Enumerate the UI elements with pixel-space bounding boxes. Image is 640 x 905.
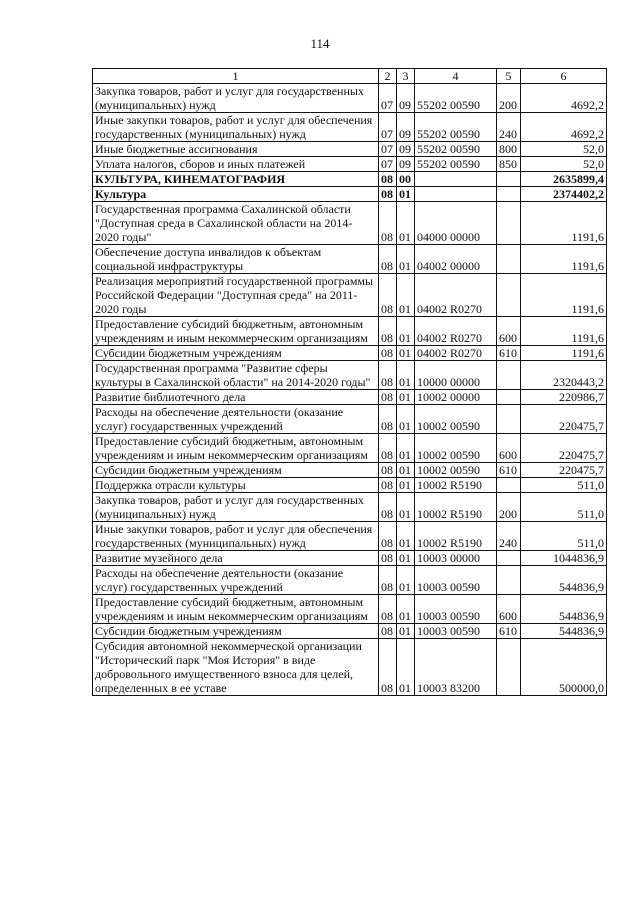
subsection-code-cell: 01: [397, 478, 415, 493]
amount-cell: 220475,7: [521, 434, 607, 463]
subsection-code-cell: 01: [397, 405, 415, 434]
row-name-cell: Иные закупки товаров, работ и услуг для обеспечения государственных (муниципальных) нужд: [93, 113, 379, 142]
expense-type-cell: 850: [497, 157, 521, 172]
amount-cell: 220475,7: [521, 463, 607, 478]
table-row: [93, 172, 607, 187]
subsection-code-cell: 01: [397, 566, 415, 595]
subsection-code-cell: 01: [397, 187, 415, 202]
table-row: [93, 317, 607, 346]
table-row: [93, 463, 607, 478]
row-name-cell: Расходы на обеспечение деятельности (оказание услуг) государственных учреждений: [93, 405, 379, 434]
row-name-cell: Государственная программа "Развитие сферы культуры в Сахалинской области" на 2014-2020 годы": [93, 361, 379, 390]
row-name-cell: Предоставление субсидий бюджетным, автономным учреждениям и иным некоммерческим организациям: [93, 434, 379, 463]
table-row: [93, 566, 607, 595]
target-article-cell: 55202 00590: [415, 113, 497, 142]
amount-cell: 2374402,2: [521, 187, 607, 202]
amount-cell: 511,0: [521, 493, 607, 522]
subsection-code-cell: 01: [397, 639, 415, 696]
target-article-cell: 10002 R5190: [415, 522, 497, 551]
row-name-cell: Субсидии бюджетным учреждениям: [93, 346, 379, 361]
table-row: [93, 361, 607, 390]
column-header: 1: [93, 69, 379, 84]
table-row: [93, 84, 607, 113]
section-code-cell: 08: [379, 639, 397, 696]
table-row: [93, 157, 607, 172]
row-name-cell: Предоставление субсидий бюджетным, автономным учреждениям и иным некоммерческим организациям: [93, 595, 379, 624]
target-article-cell: 10002 00000: [415, 390, 497, 405]
table-row: [93, 113, 607, 142]
table-row: [93, 639, 607, 696]
amount-cell: 544836,9: [521, 595, 607, 624]
amount-cell: 544836,9: [521, 624, 607, 639]
section-code-cell: 08: [379, 551, 397, 566]
budget-table: [92, 68, 607, 696]
section-code-cell: 08: [379, 566, 397, 595]
expense-type-cell: [497, 566, 521, 595]
target-article-cell: 10000 00000: [415, 361, 497, 390]
expense-type-cell: 800: [497, 142, 521, 157]
table-row: [93, 493, 607, 522]
expense-type-cell: 610: [497, 624, 521, 639]
expense-type-cell: [497, 478, 521, 493]
amount-cell: 544836,9: [521, 566, 607, 595]
subsection-code-cell: 09: [397, 142, 415, 157]
row-name-cell: КУЛЬТУРА, КИНЕМАТОГРАФИЯ: [93, 172, 379, 187]
section-code-cell: 08: [379, 624, 397, 639]
target-article-cell: 04002 R0270: [415, 317, 497, 346]
expense-type-cell: [497, 187, 521, 202]
section-code-cell: 07: [379, 113, 397, 142]
subsection-code-cell: 01: [397, 434, 415, 463]
amount-cell: 1191,6: [521, 245, 607, 274]
section-code-cell: 08: [379, 361, 397, 390]
section-code-cell: 08: [379, 317, 397, 346]
row-name-cell: Субсидии бюджетным учреждениям: [93, 463, 379, 478]
section-code-cell: 08: [379, 405, 397, 434]
subsection-code-cell: 01: [397, 202, 415, 245]
subsection-code-cell: 01: [397, 463, 415, 478]
expense-type-cell: 240: [497, 113, 521, 142]
target-article-cell: 10003 00590: [415, 566, 497, 595]
row-name-cell: Развитие библиотечного дела: [93, 390, 379, 405]
subsection-code-cell: 01: [397, 551, 415, 566]
subsection-code-cell: 01: [397, 361, 415, 390]
amount-cell: 511,0: [521, 522, 607, 551]
subsection-code-cell: 01: [397, 522, 415, 551]
section-code-cell: 08: [379, 478, 397, 493]
table-row: [93, 187, 607, 202]
target-article-cell: [415, 187, 497, 202]
target-article-cell: 10002 00590: [415, 405, 497, 434]
subsection-code-cell: 01: [397, 624, 415, 639]
row-name-cell: Развитие музейного дела: [93, 551, 379, 566]
expense-type-cell: [497, 390, 521, 405]
section-code-cell: 08: [379, 390, 397, 405]
section-code-cell: 07: [379, 142, 397, 157]
target-article-cell: 04000 00000: [415, 202, 497, 245]
section-code-cell: 08: [379, 202, 397, 245]
amount-cell: 4692,2: [521, 113, 607, 142]
amount-cell: 4692,2: [521, 84, 607, 113]
subsection-code-cell: 01: [397, 595, 415, 624]
subsection-code-cell: 01: [397, 390, 415, 405]
column-header: 3: [397, 69, 415, 84]
section-code-cell: 08: [379, 434, 397, 463]
section-code-cell: 08: [379, 172, 397, 187]
page-number: 114: [310, 36, 330, 51]
subsection-code-cell: 09: [397, 157, 415, 172]
section-code-cell: 08: [379, 595, 397, 624]
amount-cell: 52,0: [521, 142, 607, 157]
table-row: [93, 390, 607, 405]
subsection-code-cell: 01: [397, 245, 415, 274]
section-code-cell: 08: [379, 522, 397, 551]
section-code-cell: 07: [379, 157, 397, 172]
row-name-cell: Закупка товаров, работ и услуг для государственных (муниципальных) нужд: [93, 493, 379, 522]
target-article-cell: 10002 R5190: [415, 493, 497, 522]
row-name-cell: Иные бюджетные ассигнования: [93, 142, 379, 157]
expense-type-cell: 200: [497, 493, 521, 522]
expense-type-cell: 610: [497, 463, 521, 478]
section-code-cell: 07: [379, 84, 397, 113]
expense-type-cell: [497, 245, 521, 274]
row-name-cell: Субсидия автономной некоммерческой организации "Исторический парк "Моя История" в виде добровольного имущественного взноса для целей, определенных в ее уставе: [93, 639, 379, 696]
section-code-cell: 08: [379, 346, 397, 361]
subsection-code-cell: 01: [397, 274, 415, 317]
target-article-cell: 10003 83200: [415, 639, 497, 696]
target-article-cell: 55202 00590: [415, 142, 497, 157]
amount-cell: 1044836,9: [521, 551, 607, 566]
row-name-cell: Обеспечение доступа инвалидов к объектам социальной инфраструктуры: [93, 245, 379, 274]
section-code-cell: 08: [379, 274, 397, 317]
amount-cell: 1191,6: [521, 202, 607, 245]
row-name-cell: Закупка товаров, работ и услуг для государственных (муниципальных) нужд: [93, 84, 379, 113]
amount-cell: 500000,0: [521, 639, 607, 696]
expense-type-cell: [497, 361, 521, 390]
table-row: [93, 142, 607, 157]
target-article-cell: 55202 00590: [415, 157, 497, 172]
table-row: [93, 346, 607, 361]
subsection-code-cell: 09: [397, 113, 415, 142]
target-article-cell: 04002 R0270: [415, 274, 497, 317]
target-article-cell: [415, 172, 497, 187]
section-code-cell: 08: [379, 187, 397, 202]
target-article-cell: 10003 00590: [415, 595, 497, 624]
subsection-code-cell: 01: [397, 493, 415, 522]
amount-cell: 52,0: [521, 157, 607, 172]
table-header-row: [93, 69, 607, 84]
table-row: [93, 595, 607, 624]
expense-type-cell: 600: [497, 434, 521, 463]
amount-cell: 1191,6: [521, 346, 607, 361]
subsection-code-cell: 09: [397, 84, 415, 113]
row-name-cell: Государственная программа Сахалинской области "Доступная среда в Сахалинской области на 2014-2020 годы": [93, 202, 379, 245]
row-name-cell: Поддержка отрасли культуры: [93, 478, 379, 493]
table-row: [93, 551, 607, 566]
expense-type-cell: [497, 172, 521, 187]
target-article-cell: 10003 00000: [415, 551, 497, 566]
amount-cell: 220475,7: [521, 405, 607, 434]
row-name-cell: Реализация мероприятий государственной программы Российской Федерации "Доступная среда" на 2011-2020 годы: [93, 274, 379, 317]
table-row: [93, 478, 607, 493]
row-name-cell: Уплата налогов, сборов и иных платежей: [93, 157, 379, 172]
amount-cell: 1191,6: [521, 317, 607, 346]
amount-cell: 2635899,4: [521, 172, 607, 187]
expense-type-cell: [497, 274, 521, 317]
target-article-cell: 10003 00590: [415, 624, 497, 639]
table-row: [93, 434, 607, 463]
expense-type-cell: 240: [497, 522, 521, 551]
expense-type-cell: 600: [497, 317, 521, 346]
target-article-cell: 04002 R0270: [415, 346, 497, 361]
subsection-code-cell: 01: [397, 317, 415, 346]
section-code-cell: 08: [379, 245, 397, 274]
row-name-cell: Культура: [93, 187, 379, 202]
subsection-code-cell: 00: [397, 172, 415, 187]
table-row: [93, 624, 607, 639]
table-row: [93, 245, 607, 274]
column-header: 2: [379, 69, 397, 84]
amount-cell: 1191,6: [521, 274, 607, 317]
row-name-cell: Предоставление субсидий бюджетным, автономным учреждениям и иным некоммерческим организациям: [93, 317, 379, 346]
row-name-cell: Иные закупки товаров, работ и услуг для обеспечения государственных (муниципальных) нужд: [93, 522, 379, 551]
column-header: 5: [497, 69, 521, 84]
target-article-cell: 55202 00590: [415, 84, 497, 113]
target-article-cell: 10002 00590: [415, 434, 497, 463]
expense-type-cell: 610: [497, 346, 521, 361]
row-name-cell: Субсидии бюджетным учреждениям: [93, 624, 379, 639]
expense-type-cell: 600: [497, 595, 521, 624]
section-code-cell: 08: [379, 463, 397, 478]
amount-cell: 220986,7: [521, 390, 607, 405]
section-code-cell: 08: [379, 493, 397, 522]
subsection-code-cell: 01: [397, 346, 415, 361]
target-article-cell: 04002 00000: [415, 245, 497, 274]
table-row: [93, 202, 607, 245]
target-article-cell: 10002 00590: [415, 463, 497, 478]
column-header: 6: [521, 69, 607, 84]
amount-cell: 511,0: [521, 478, 607, 493]
row-name-cell: Расходы на обеспечение деятельности (оказание услуг) государственных учреждений: [93, 566, 379, 595]
target-article-cell: 10002 R5190: [415, 478, 497, 493]
table-row: [93, 405, 607, 434]
expense-type-cell: [497, 202, 521, 245]
table-row: [93, 522, 607, 551]
expense-type-cell: [497, 405, 521, 434]
table-row: [93, 274, 607, 317]
expense-type-cell: 200: [497, 84, 521, 113]
amount-cell: 2320443,2: [521, 361, 607, 390]
column-header: 4: [415, 69, 497, 84]
expense-type-cell: [497, 639, 521, 696]
expense-type-cell: [497, 551, 521, 566]
